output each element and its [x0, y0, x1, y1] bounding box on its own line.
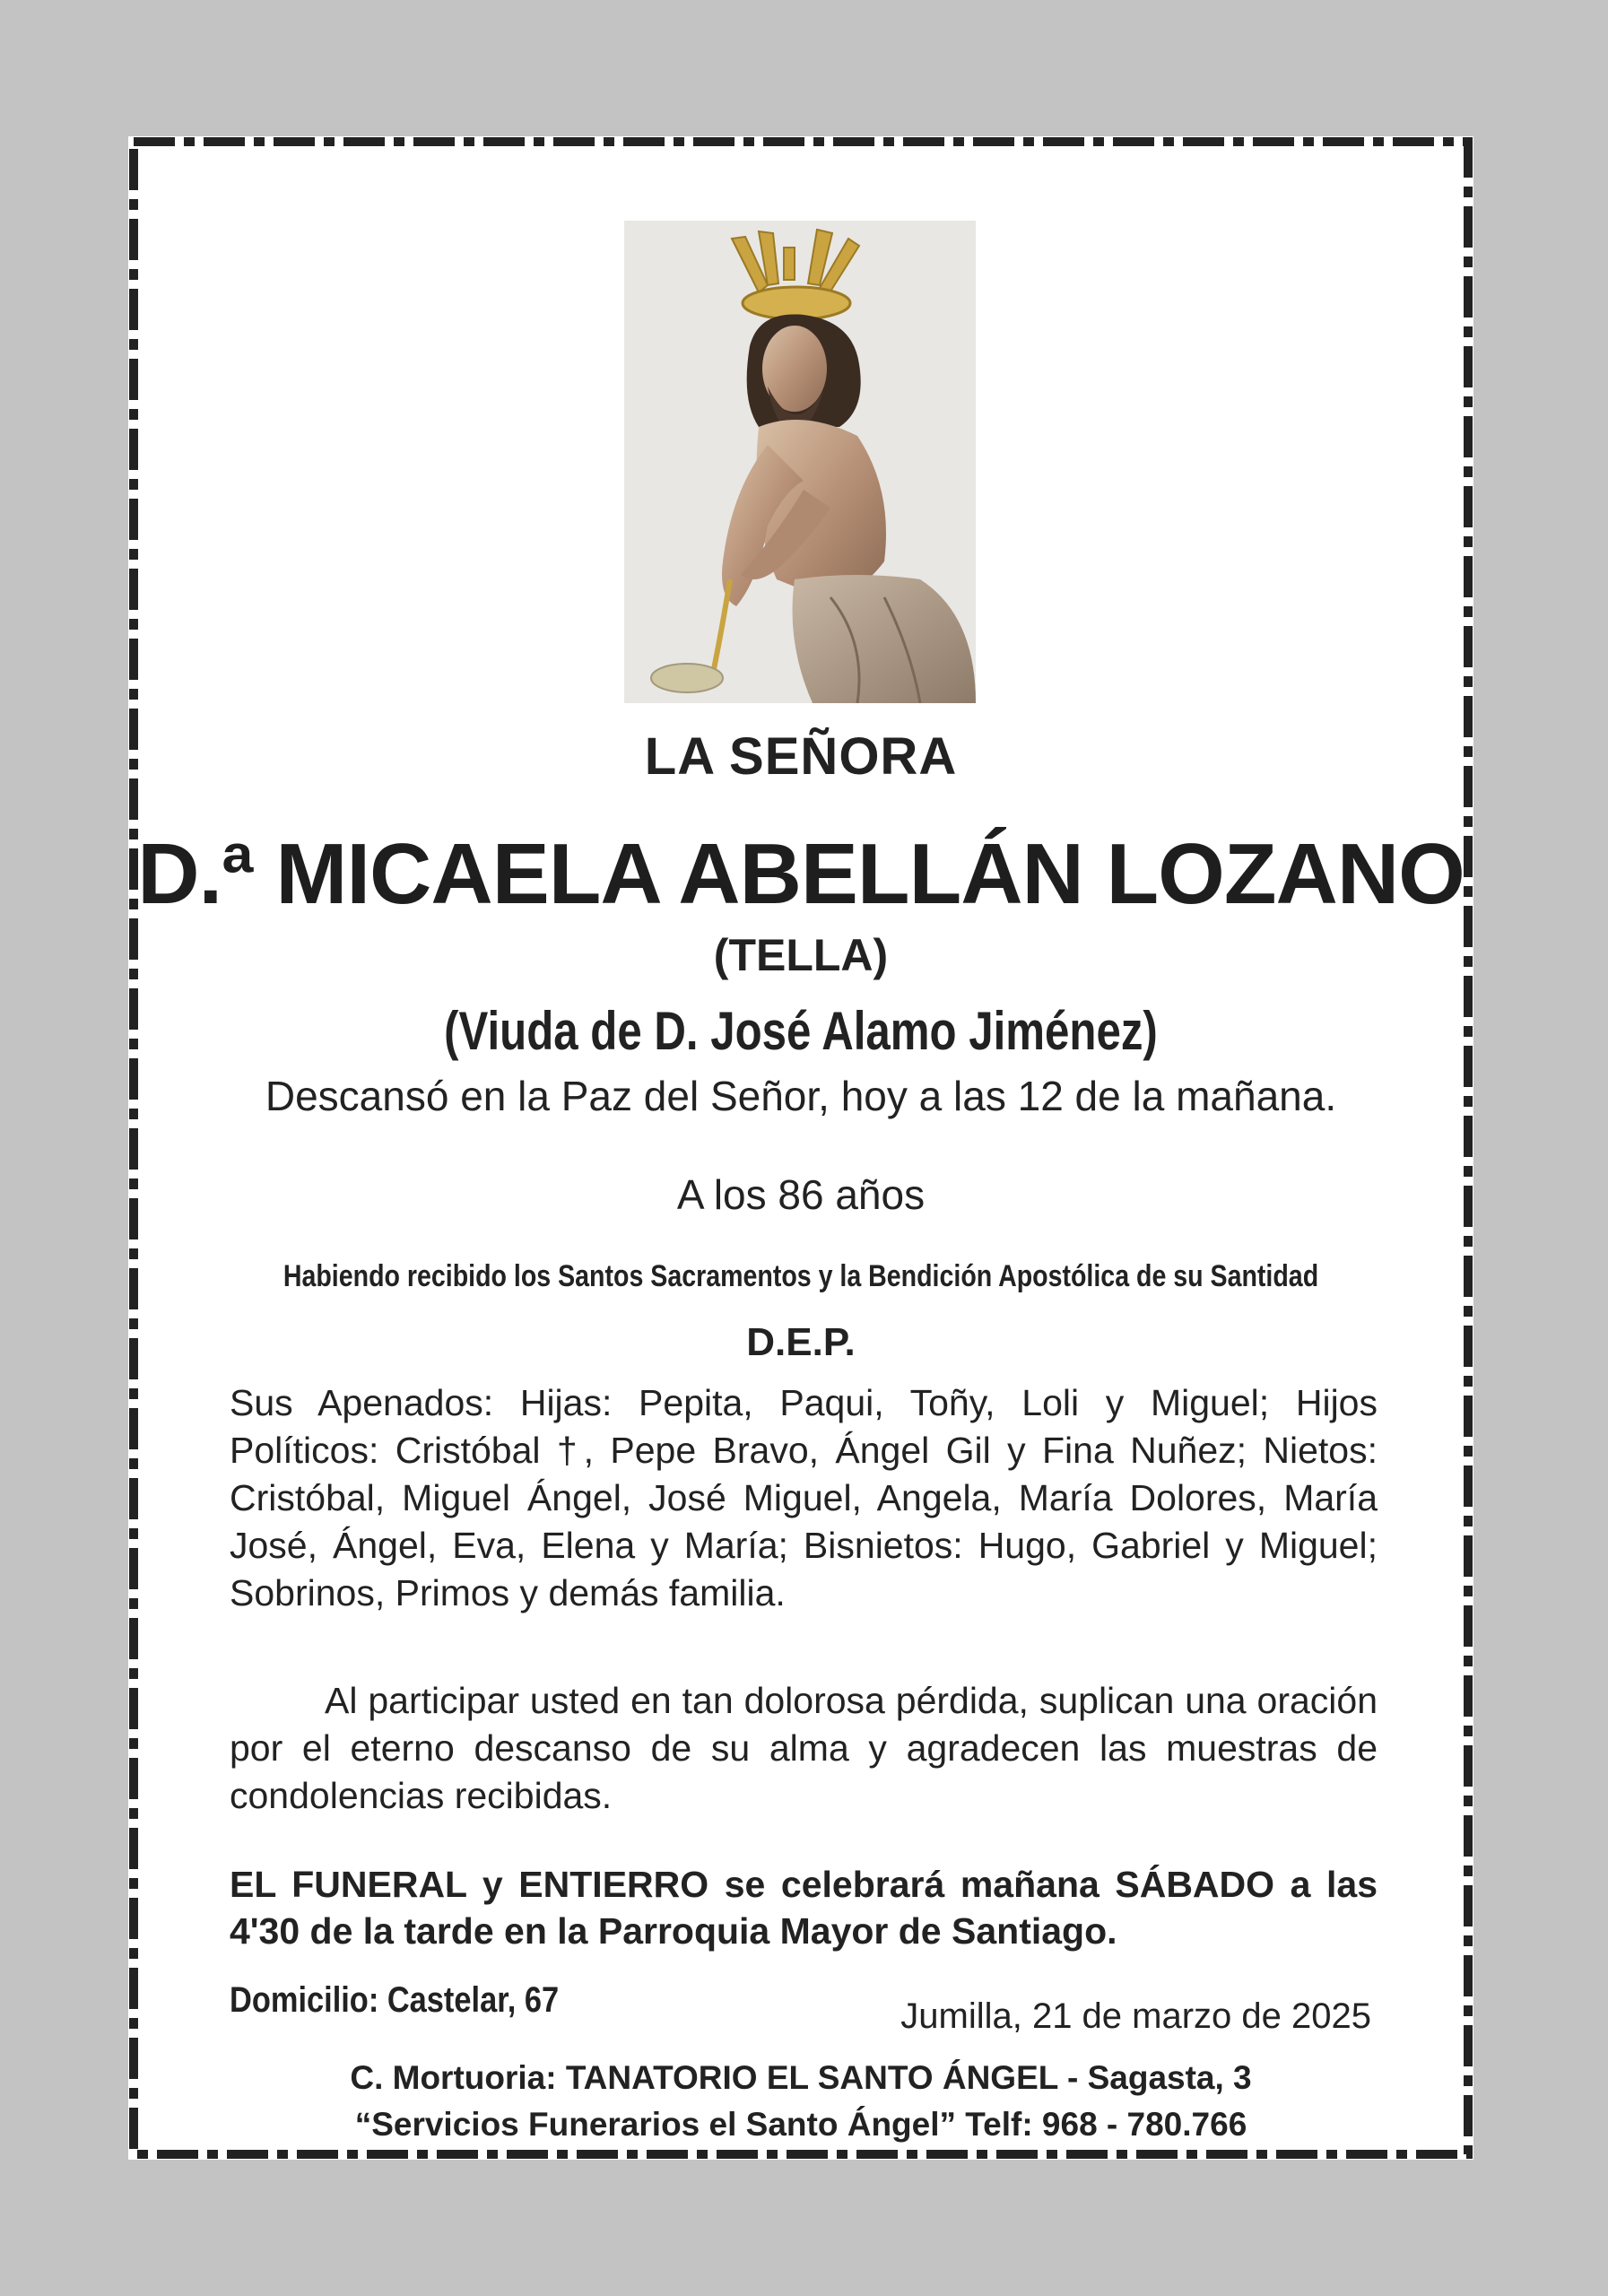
- widow-of: (Viuda de D. José Alamo Jiménez): [444, 1001, 1158, 1061]
- prayer-paragraph: Al participar usted en tan dolorosa pérdida, suplican una oración por el eterno descanso de su alma y agradecen las muestras de condolencias recibidas.: [230, 1680, 1378, 1816]
- domicile: Domicilio: Castelar, 67: [230, 1980, 560, 2020]
- deceased-name: D.ª MICAELA ABELLÁN LOZANO: [137, 826, 1465, 922]
- title-prefix: LA SEÑORA: [644, 727, 958, 786]
- dep-label: D.E.P.: [746, 1320, 856, 1364]
- mourners-paragraph: Sus Apenados: Hijas: Pepita, Paqui, Toñy, Loli y Miguel; Hijos Políticos: Cristóbal †, Pepe Bravo, Ángel Gil y Fina Nuñez; Nietos: Cristóbal, Miguel Ángel, José Miguel, Angela, María Dolores, María José, Ángel, Eva, Elena y María; Bisnietos: Hugo, Gabriel y Miguel; Sobrinos, Primos y demás familia.: [230, 1382, 1378, 1613]
- christ-statue-icon: [624, 221, 976, 703]
- funeral-paragraph: EL FUNERAL y ENTIERRO se celebrará mañana SÁBADO a las 4'30 de la tarde en la Parroquia Mayor de Santiago.: [230, 1864, 1378, 1952]
- sacraments-line: Habiendo recibido los Santos Sacramentos y la Bendición Apostólica de su Santidad: [282, 1259, 1319, 1293]
- funeral-services-info: “Servicios Funerarios el Santo Ángel” Telf: 968 - 780.766: [354, 2106, 1247, 2143]
- rest-line: Descansó en la Paz del Señor, hoy a las 12 de la mañana.: [265, 1073, 1337, 1119]
- religious-statue-image: [624, 221, 976, 703]
- mortuary-info: C. Mortuoria: TANATORIO EL SANTO ÁNGEL - Sagasta, 3: [350, 2059, 1252, 2096]
- age-line: A los 86 años: [676, 1171, 926, 1218]
- nickname: (TELLA): [713, 930, 889, 980]
- place-date: Jumilla, 21 de marzo de 2025: [900, 1996, 1371, 2036]
